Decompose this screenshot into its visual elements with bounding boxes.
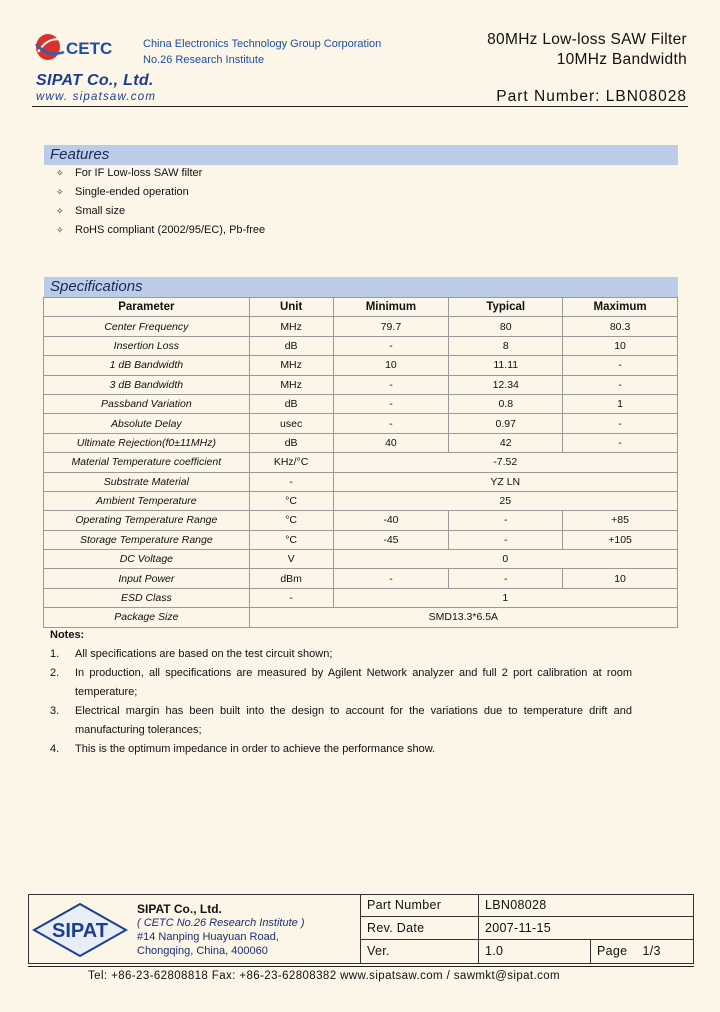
notes-list	[50, 645, 632, 759]
table-cell: 10	[563, 336, 678, 355]
table-row	[44, 375, 678, 394]
table-cell: -	[563, 414, 678, 433]
table-cell: 12.34	[449, 375, 563, 394]
table-cell: -	[333, 375, 449, 394]
table-row	[44, 453, 678, 472]
table-cell: Insertion Loss	[44, 336, 250, 355]
contact-info: Tel: +86-23-62808818 Fax: +86-23-62808382 www.sipatsaw.com / sawmkt@sipat.com	[88, 970, 561, 982]
table-cell: 1	[333, 588, 677, 607]
table-cell: 80	[449, 317, 563, 336]
document-info-grid	[360, 894, 694, 964]
cetc-logo	[34, 30, 134, 64]
specifications-table	[43, 297, 678, 628]
table-cell: 25	[333, 491, 677, 510]
note-item: 1. All specifications are based on the test circuit shown;	[50, 648, 333, 660]
table-cell: Ambient Temperature	[44, 491, 250, 510]
bullet-icon: ✧	[56, 187, 64, 197]
table-cell: 0	[333, 550, 677, 569]
rev-date-value: 2007-11-15	[478, 917, 694, 940]
table-cell: -45	[333, 530, 449, 549]
table-cell: Substrate Material	[44, 472, 250, 491]
table-cell: 0.97	[449, 414, 563, 433]
table-cell: 1	[563, 394, 678, 413]
table-cell: 1 dB Bandwidth	[44, 356, 250, 375]
cetc-logo-text: CETC	[66, 39, 113, 58]
page-indicator: Page 1/3	[590, 940, 694, 964]
table-cell: -	[449, 530, 563, 549]
column-header: Typical	[449, 298, 563, 317]
table-row	[44, 511, 678, 530]
table-cell: MHz	[249, 317, 333, 336]
notes-title: Notes:	[50, 629, 85, 641]
table-cell: dB	[249, 336, 333, 355]
table-cell: +85	[563, 511, 678, 530]
table-cell: 40	[333, 433, 449, 452]
column-header: Minimum	[333, 298, 449, 317]
bullet-icon: ✧	[56, 225, 64, 235]
table-cell: Center Frequency	[44, 317, 250, 336]
table-row	[44, 433, 678, 452]
table-cell: MHz	[249, 356, 333, 375]
table-cell: Package Size	[44, 608, 250, 627]
note-item: 2. In production, all specifications are measured by Agilent Network analyzer and full 2 port calibration at room temperature;	[50, 667, 632, 698]
column-header: Unit	[249, 298, 333, 317]
table-cell: ESD Class	[44, 588, 250, 607]
table-cell: 42	[449, 433, 563, 452]
table-row	[44, 336, 678, 355]
version-label: Ver.	[360, 940, 478, 964]
table-cell: -	[333, 394, 449, 413]
table-cell: Storage Temperature Range	[44, 530, 250, 549]
note-item: 3. Electrical margin has been built into the design to account for the variations due to temperature drift and manufacturing tolerances;	[50, 705, 632, 736]
table-cell: -	[449, 511, 563, 530]
table-row	[44, 550, 678, 569]
footer-divider	[28, 966, 694, 967]
bullet-icon: ✧	[56, 206, 64, 216]
table-cell: dBm	[249, 569, 333, 588]
version-value: 1.0	[478, 940, 590, 964]
table-cell: 11.11	[449, 356, 563, 375]
table-cell: MHz	[249, 375, 333, 394]
table-cell: -7.52	[333, 453, 677, 472]
table-cell: 10	[563, 569, 678, 588]
feature-item: ✧ Single-ended operation	[56, 183, 265, 202]
table-cell: °C	[249, 511, 333, 530]
table-row	[44, 588, 678, 607]
table-cell: YZ LN	[333, 472, 677, 491]
table-row	[44, 608, 678, 627]
table-cell: °C	[249, 491, 333, 510]
part-number: Part Number: LBN08028	[496, 88, 687, 105]
table-cell: -	[333, 414, 449, 433]
table-row	[44, 356, 678, 375]
feature-item: ✧ Small size	[56, 202, 265, 221]
table-row	[44, 414, 678, 433]
table-cell: -	[333, 336, 449, 355]
table-cell: 80.3	[563, 317, 678, 336]
table-cell: dB	[249, 394, 333, 413]
table-cell: -	[563, 375, 678, 394]
table-cell: -	[449, 569, 563, 588]
column-header: Parameter	[44, 298, 250, 317]
table-cell: Input Power	[44, 569, 250, 588]
table-row	[44, 530, 678, 549]
table-cell: 0.8	[449, 394, 563, 413]
table-cell: SMD13.3*6.5A	[249, 608, 677, 627]
table-row	[44, 491, 678, 510]
organization-name: China Electronics Technology Group Corporation No.26 Research Institute	[143, 38, 382, 66]
table-cell: usec	[249, 414, 333, 433]
table-cell: dB	[249, 433, 333, 452]
table-cell: 8	[449, 336, 563, 355]
table-cell: V	[249, 550, 333, 569]
sipat-logo-text: SIPAT	[52, 920, 108, 942]
table-cell: +105	[563, 530, 678, 549]
table-cell: Ultimate Rejection(f0±11MHz)	[44, 433, 250, 452]
rev-date-label: Rev. Date	[360, 917, 478, 940]
bullet-icon: ✧	[56, 168, 64, 178]
feature-item: ✧ For IF Low-loss SAW filter	[56, 164, 265, 183]
table-cell: -	[333, 569, 449, 588]
header-divider	[32, 106, 688, 107]
table-cell: KHz/°C	[249, 453, 333, 472]
part-number-label: Part Number	[360, 894, 478, 917]
table-row	[44, 472, 678, 491]
product-title: 80MHz Low-loss SAW Filter 10MHz Bandwidth	[487, 31, 687, 68]
table-row	[44, 569, 678, 588]
specifications-heading: Specifications	[44, 277, 678, 297]
part-number-value: LBN08028	[478, 894, 694, 917]
table-cell: Passband Variation	[44, 394, 250, 413]
note-item: 4. This is the optimum impedance in order to achieve the performance show.	[50, 743, 436, 755]
table-row	[44, 394, 678, 413]
table-cell: 10	[333, 356, 449, 375]
table-cell: 79.7	[333, 317, 449, 336]
table-cell: DC Voltage	[44, 550, 250, 569]
table-cell: Material Temperature coefficient	[44, 453, 250, 472]
table-row	[44, 317, 678, 336]
table-cell: 3 dB Bandwidth	[44, 375, 250, 394]
table-cell: Operating Temperature Range	[44, 511, 250, 530]
feature-item: ✧ RoHS compliant (2002/95/EC), Pb-free	[56, 221, 265, 240]
table-cell: -	[249, 588, 333, 607]
table-cell: Absolute Delay	[44, 414, 250, 433]
table-cell: -40	[333, 511, 449, 530]
table-cell: -	[563, 433, 678, 452]
website-link[interactable]: www. sipatsaw.com	[36, 91, 157, 103]
footer-address: SIPAT Co., Ltd. ( CETC No.26 Research Institute ) #14 Nanping Huayuan Road, Chongqing, China, 400060	[137, 902, 305, 957]
column-header: Maximum	[563, 298, 678, 317]
table-cell: -	[249, 472, 333, 491]
sipat-logo	[32, 902, 128, 958]
company-name: SIPAT Co., Ltd.	[36, 72, 154, 89]
table-cell: °C	[249, 530, 333, 549]
table-cell: -	[563, 356, 678, 375]
features-heading: Features	[44, 145, 678, 165]
features-list	[56, 164, 265, 240]
